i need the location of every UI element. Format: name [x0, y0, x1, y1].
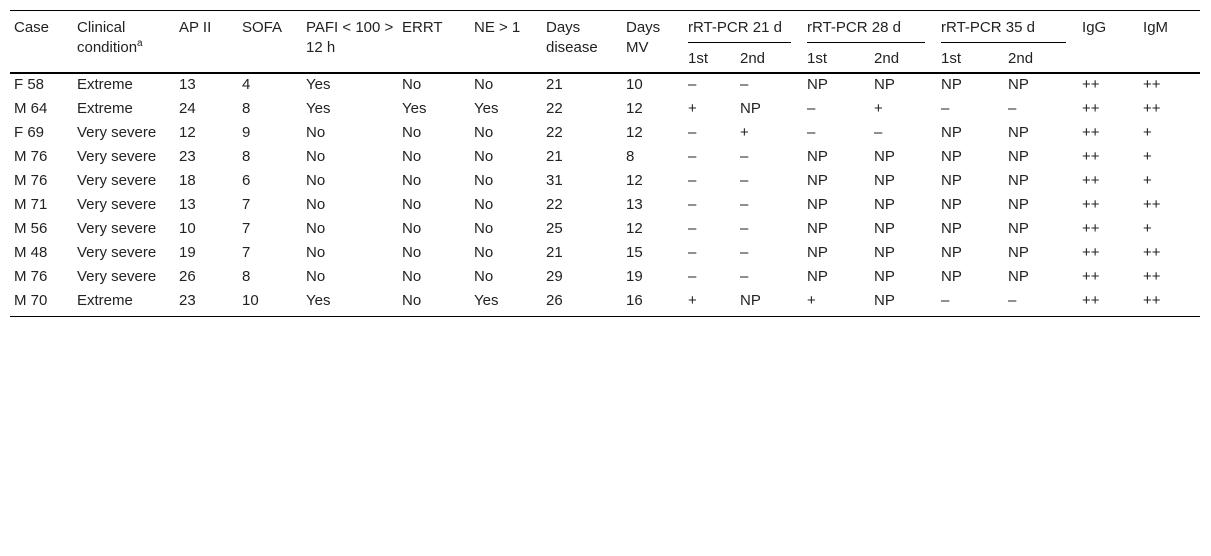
cell-days-disease: 21 [546, 244, 563, 261]
table-row [10, 194, 1200, 218]
cell-r21-2: – [740, 76, 749, 93]
cell-r21-2: – [740, 220, 749, 237]
cell-r35-2: NP [1008, 124, 1029, 141]
cell-sofa: 7 [242, 244, 251, 261]
cell-ne: Yes [474, 100, 499, 117]
cell-igg: ++ [1078, 290, 1139, 317]
cell-r28-1: NP [807, 196, 828, 213]
cell-pafi: Yes [306, 100, 331, 117]
table-row [10, 218, 1200, 242]
cell-r21-2: – [740, 268, 749, 285]
cell-r21-1: – [688, 220, 697, 237]
cell-r35-1: NP [941, 220, 962, 237]
cell-days-mv: 15 [626, 244, 643, 261]
cell-r28-1: NP [807, 148, 828, 165]
cell-apii: 26 [179, 268, 196, 285]
cell-days-mv: 12 [626, 220, 643, 237]
footnote-marker: a [137, 38, 143, 49]
cell-apii: 19 [179, 244, 196, 261]
cell-clinical: Very severe [77, 220, 157, 237]
cell-igm: + [1143, 220, 1152, 237]
cell-r21-1: + [684, 290, 736, 317]
cell-clinical: Very severe [77, 196, 157, 213]
cell-errt: No [398, 290, 470, 317]
cell-ne: No [474, 196, 494, 213]
header-35d-second: 2nd [1004, 47, 1078, 73]
cell-ne: No [474, 148, 494, 165]
cell-r28-1: NP [807, 220, 828, 237]
header-clinical-condition: Clinical condition$^a$ [73, 11, 175, 74]
table-row [10, 242, 1200, 266]
cell-r28-2: NP [874, 76, 895, 93]
cell-r21-2: NP [736, 290, 803, 317]
cell-apii: 24 [179, 100, 196, 117]
cell-r35-1: – [937, 290, 1004, 317]
header-21d-second: 2nd [736, 47, 803, 73]
header-21d-first: 1st [684, 47, 736, 73]
cell-case: M 70 [10, 290, 73, 317]
cell-igg: ++ [1082, 244, 1100, 261]
cell-case: M 64 [14, 100, 48, 117]
cell-r35-2: NP [1008, 268, 1029, 285]
cell-clinical: Extreme [73, 290, 175, 317]
cell-r28-1: NP [807, 244, 828, 261]
cell-pafi: Yes [302, 290, 398, 317]
cell-ne: No [474, 244, 494, 261]
cell-ne: No [474, 124, 494, 141]
table-header [10, 11, 1200, 74]
cell-r28-1: – [807, 100, 816, 117]
cell-r28-1: NP [807, 172, 828, 189]
cell-r28-1: NP [807, 76, 828, 93]
cell-igm: ++ [1143, 244, 1161, 261]
header-pafi: PAFI < 100 > 12 h [302, 11, 398, 74]
cell-apii: 23 [179, 148, 196, 165]
patients-table [10, 10, 1200, 317]
cell-r21-2: NP [740, 100, 761, 117]
header-rrt-pcr-35d: rRT-PCR 35 d [937, 11, 1078, 48]
cell-r28-2: NP [874, 220, 895, 237]
header-days-mv: Days MV [622, 11, 684, 74]
cell-r35-2: NP [1008, 148, 1029, 165]
cell-days-disease: 25 [546, 220, 563, 237]
cell-igm: ++ [1143, 100, 1161, 117]
cell-r28-2: + [874, 100, 883, 117]
header-28d-first: 1st [803, 47, 870, 73]
cell-ne: Yes [470, 290, 542, 317]
cell-pafi: No [306, 124, 326, 141]
cell-igg: ++ [1082, 76, 1100, 93]
table-row [10, 290, 1200, 317]
cell-days-mv: 8 [626, 148, 635, 165]
cell-r21-2: – [740, 196, 749, 213]
header-rrt-pcr-21d: rRT-PCR 21 d [684, 11, 803, 48]
cell-r28-2: NP [870, 290, 937, 317]
cell-days-mv: 10 [626, 76, 643, 93]
cell-igm: + [1143, 172, 1152, 189]
cell-days-disease: 22 [546, 196, 563, 213]
cell-r21-1: – [688, 244, 697, 261]
cell-r21-2: + [740, 124, 749, 141]
cell-case: M 56 [14, 220, 48, 237]
table-row [10, 122, 1200, 146]
cell-r35-2: NP [1008, 244, 1029, 261]
table-body [10, 73, 1200, 317]
table-row [10, 98, 1200, 122]
cell-clinical: Very severe [77, 172, 157, 189]
cell-r21-2: – [740, 148, 749, 165]
cell-errt: No [402, 148, 422, 165]
header-igg: IgG [1078, 11, 1139, 74]
cell-r21-1: – [688, 124, 697, 141]
cell-ne: No [474, 220, 494, 237]
cell-days-disease: 21 [546, 148, 563, 165]
cell-errt: No [402, 244, 422, 261]
cell-r35-1: NP [941, 124, 962, 141]
cell-sofa: 10 [238, 290, 302, 317]
header-case: Case [10, 11, 73, 74]
cell-igm: + [1143, 124, 1152, 141]
cell-r35-2: NP [1008, 76, 1029, 93]
cell-errt: No [402, 220, 422, 237]
cell-igm: + [1143, 148, 1152, 165]
cell-days-mv: 12 [626, 100, 643, 117]
cell-igg: ++ [1082, 148, 1100, 165]
cell-r28-2: NP [874, 148, 895, 165]
cell-r35-1: – [941, 100, 950, 117]
cell-clinical: Very severe [77, 124, 157, 141]
cell-r21-2: – [740, 172, 749, 189]
cell-case: M 76 [14, 172, 48, 189]
cell-igg: ++ [1082, 172, 1100, 189]
header-35d-first: 1st [937, 47, 1004, 73]
header-ap-ii: AP II [175, 11, 238, 74]
cell-r35-1: NP [941, 268, 962, 285]
cell-r28-2: NP [874, 244, 895, 261]
cell-r28-2: NP [874, 196, 895, 213]
header-28d-second: 2nd [870, 47, 937, 73]
header-errt: ERRT [398, 11, 470, 74]
cell-clinical: Very severe [77, 148, 157, 165]
cell-r35-2: NP [1008, 220, 1029, 237]
cell-days-mv: 12 [626, 172, 643, 189]
cell-sofa: 6 [242, 172, 251, 189]
cell-r21-1: – [688, 172, 697, 189]
cell-days-mv: 16 [622, 290, 684, 317]
cell-r28-1: NP [807, 268, 828, 285]
cell-sofa: 8 [242, 100, 251, 117]
cell-case: M 71 [14, 196, 48, 213]
cell-r21-1: – [688, 148, 697, 165]
cell-r35-1: NP [941, 148, 962, 165]
cell-apii: 23 [175, 290, 238, 317]
cell-days-disease: 29 [546, 268, 563, 285]
cell-sofa: 8 [242, 148, 251, 165]
cell-pafi: No [306, 148, 326, 165]
cell-days-disease: 31 [546, 172, 563, 189]
cell-ne: No [474, 172, 494, 189]
cell-errt: No [402, 76, 422, 93]
cell-r21-1: – [688, 76, 697, 93]
cell-days-disease: 21 [546, 76, 563, 93]
cell-r35-1: NP [941, 76, 962, 93]
header-days-disease: Days disease [542, 11, 622, 74]
cell-case: F 69 [14, 124, 45, 141]
cell-r35-1: NP [941, 244, 962, 261]
cell-sofa: 7 [242, 196, 251, 213]
cell-pafi: No [306, 220, 326, 237]
cell-pafi: No [306, 172, 326, 189]
cell-days-disease: 22 [546, 100, 563, 117]
cell-case: F 58 [14, 76, 45, 93]
cell-igm: ++ [1139, 290, 1200, 317]
header-igm: IgM [1139, 11, 1200, 74]
cell-case: M 76 [14, 148, 48, 165]
cell-days-mv: 12 [626, 124, 643, 141]
cell-days-mv: 13 [626, 196, 643, 213]
cell-errt: No [402, 124, 422, 141]
cell-r21-1: – [688, 196, 697, 213]
cell-r28-1: – [807, 124, 816, 141]
header-ne: NE > 1 [470, 11, 542, 74]
table-row [10, 146, 1200, 170]
header-sofa: SOFA [238, 11, 302, 74]
cell-r35-2: NP [1008, 196, 1029, 213]
cell-days-disease: 22 [546, 124, 563, 141]
cell-sofa: 9 [242, 124, 251, 141]
cell-clinical: Very severe [77, 268, 157, 285]
cell-igg: ++ [1082, 268, 1100, 285]
cell-sofa: 7 [242, 220, 251, 237]
cell-igg: ++ [1082, 196, 1100, 213]
cell-igg: ++ [1082, 220, 1100, 237]
cell-sofa: 8 [242, 268, 251, 285]
cell-pafi: No [306, 244, 326, 261]
cell-apii: 13 [179, 196, 196, 213]
cell-clinical: Extreme [77, 100, 133, 117]
cell-r28-1: + [803, 290, 870, 317]
cell-ne: No [474, 76, 494, 93]
cell-apii: 12 [179, 124, 196, 141]
header-rrt-pcr-28d: rRT-PCR 28 d [803, 11, 937, 48]
cell-errt: Yes [402, 100, 427, 117]
cell-r21-1: + [688, 100, 697, 117]
cell-clinical: Extreme [77, 76, 133, 93]
cell-pafi: No [306, 196, 326, 213]
cell-errt: No [402, 172, 422, 189]
cell-igg: ++ [1082, 100, 1100, 117]
cell-errt: No [402, 268, 422, 285]
cell-pafi: No [306, 268, 326, 285]
cell-r35-2: – [1004, 290, 1078, 317]
cell-sofa: 4 [242, 76, 251, 93]
cell-r35-1: NP [941, 172, 962, 189]
cell-errt: No [402, 196, 422, 213]
cell-igm: ++ [1143, 268, 1161, 285]
cell-igm: ++ [1143, 196, 1161, 213]
cell-case: M 76 [14, 268, 48, 285]
cell-r21-2: – [740, 244, 749, 261]
cell-case: M 48 [14, 244, 48, 261]
cell-apii: 18 [179, 172, 196, 189]
cell-r28-2: NP [874, 268, 895, 285]
cell-ne: No [474, 268, 494, 285]
table-row [10, 170, 1200, 194]
table-row [10, 73, 1200, 98]
cell-r28-2: – [874, 124, 883, 141]
cell-days-disease: 26 [542, 290, 622, 317]
cell-r35-2: – [1008, 100, 1017, 117]
cell-clinical: Very severe [77, 244, 157, 261]
cell-r35-2: NP [1008, 172, 1029, 189]
cell-r21-1: – [688, 268, 697, 285]
cell-r28-2: NP [874, 172, 895, 189]
cell-r35-1: NP [941, 196, 962, 213]
cell-apii: 13 [179, 76, 196, 93]
table-row [10, 266, 1200, 290]
cell-igm: ++ [1143, 76, 1161, 93]
cell-igg: ++ [1082, 124, 1100, 141]
cell-days-mv: 19 [626, 268, 643, 285]
cell-pafi: Yes [306, 76, 331, 93]
cell-apii: 10 [179, 220, 196, 237]
